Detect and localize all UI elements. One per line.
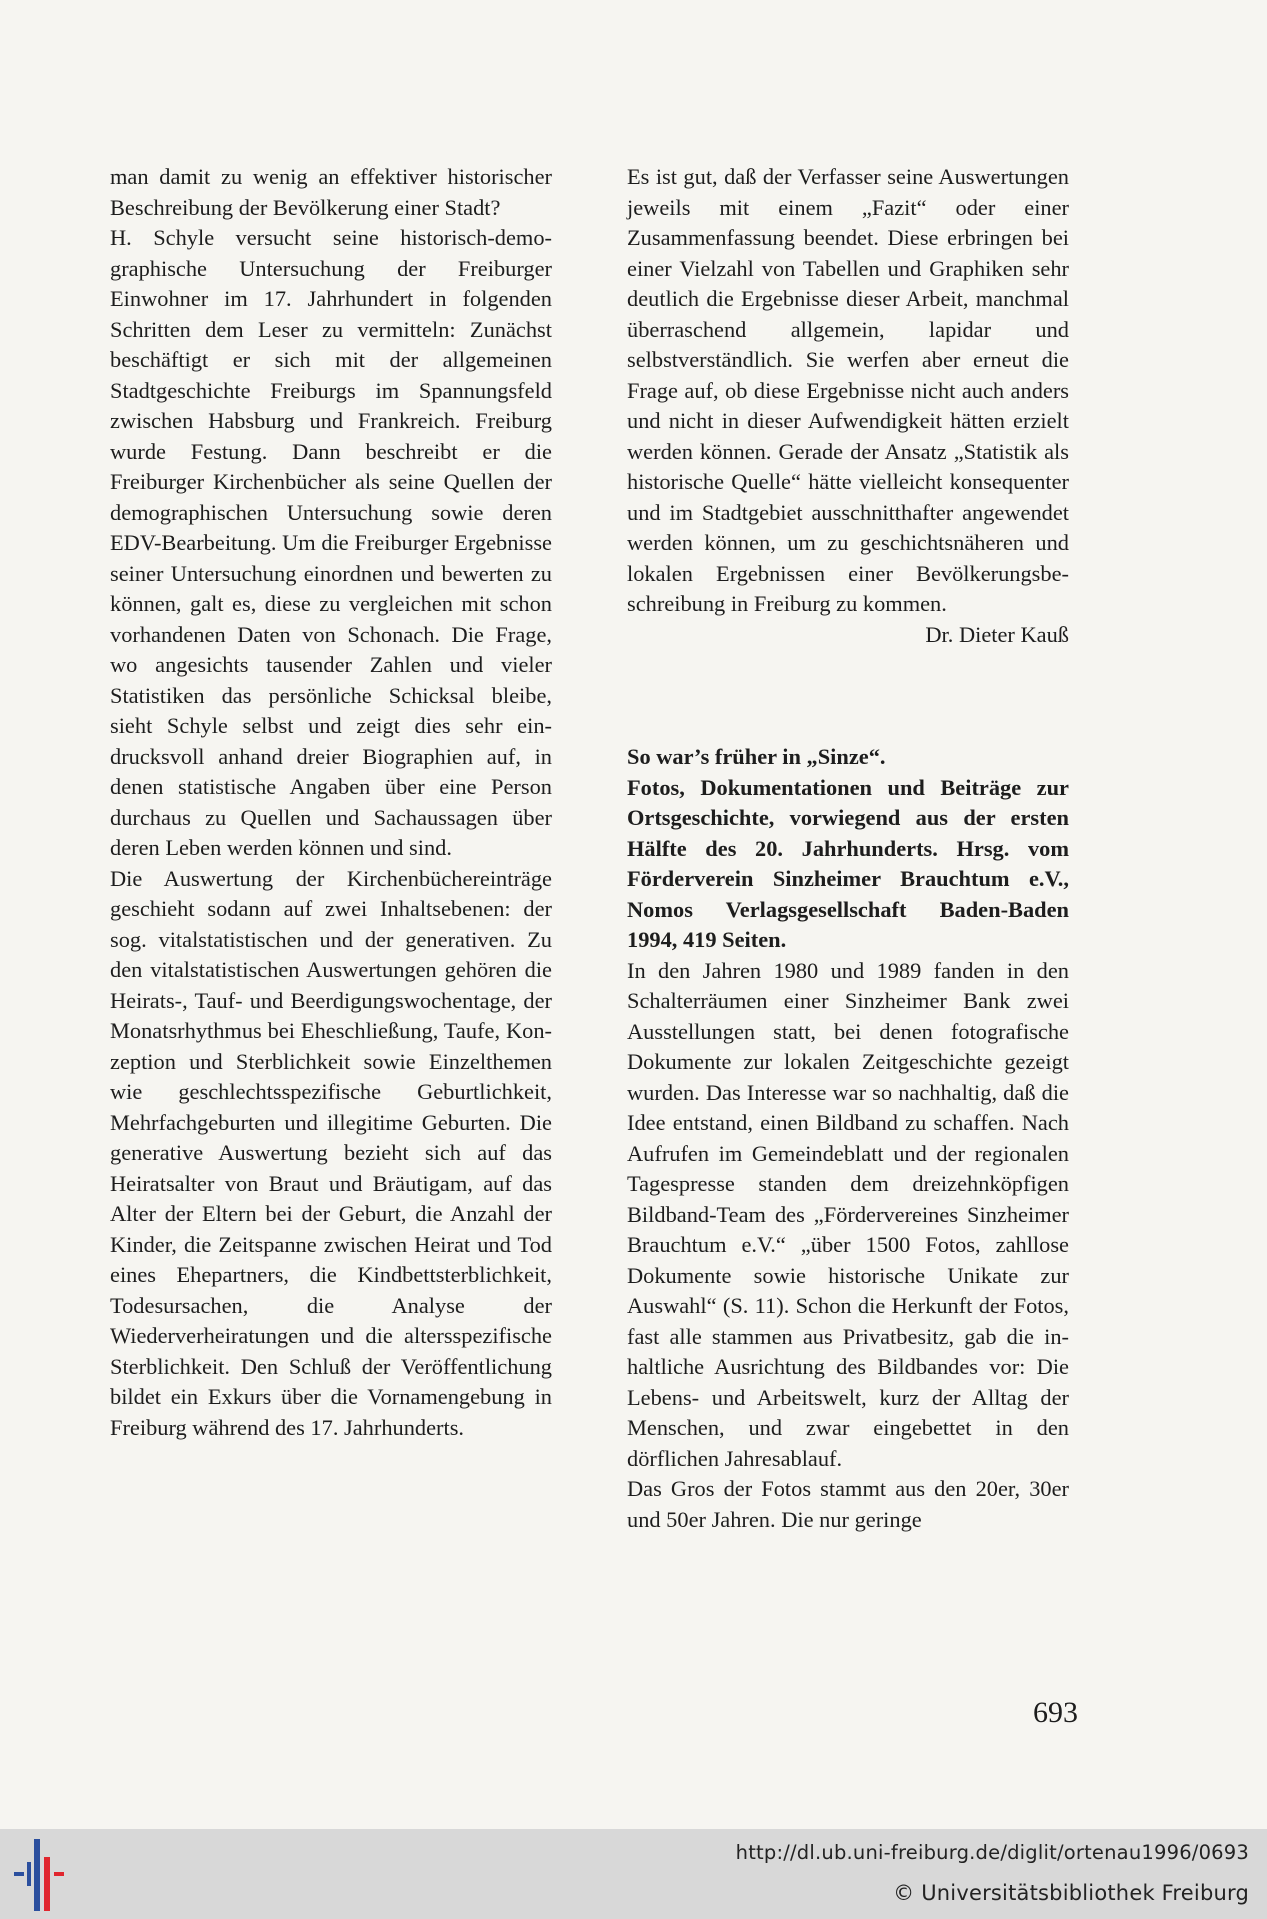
author-signature: Dr. Dieter Kauß bbox=[925, 621, 1069, 647]
footer-bar bbox=[0, 1829, 1267, 1919]
left-paragraph: Die Auswertung der Kirchenbüchereinträge geschieht sodann auf zwei Inhaltsebenen: der sog. vitalstatistischen und der generativen. Zu den vitalstatistischen Auswertungen gehören die Heirats-, Tauf- und Beerdigungswochentage, der Monatsrhythmus bei Eheschließung, Taufe, Konzeption und Sterblichkeit sowie Einzelthemen wie geschlechtsspezifische Geburtlichkeit, Mehrfachgeburten und illegitime Geburten. Die generative Auswertung bezieht sich auf das Heiratsalter von Braut und Bräutigam, auf das Alter der Eltern bei der Geburt, die Anzahl der Kinder, die Zeitspanne zwischen Heirat und Tod eines Ehepartners, die Kindbettsterblichkeit, Todesursachen, die Analyse der Wiederverheiratungen und die altersspezifische Sterblichkeit. Den Schluß der Veröffentlichung bildet ein Exkurs über die Vornamengebung in Freiburg während des 17. Jahrhunderts. bbox=[110, 865, 552, 1440]
right-column bbox=[627, 162, 1069, 1535]
section-spacer bbox=[627, 650, 1069, 742]
review-bibliographic-info: Fotos, Dokumentationen und Beiträge zur Ortsgeschichte, vorwiegend aus der ersten Hälfte des 20. Jahrhunderts. Hrsg. vom Förderverein Sinzheimer Brauchtum e.V., Nomos Verlagsgesellschaft Baden-Baden 1994, 419 Seiten. bbox=[627, 774, 1069, 952]
right-paragraph: In den Jahren 1980 und 1989 fanden in den Schalterräumen einer Sinzheimer Bank zwei Ausstellungen statt, bei denen fotografische Dokumente zur lokalen Zeitgeschichte gezeigt wurden. Das Interesse war so nachhaltig, daß die Idee entstand, einen Bildband zu schaffen. Nach Aufrufen im Gemeindeblatt und der regionalen Tagespresse standen dem dreizehnköpfigen Bildband-Team des „Fördervereines Sinzheimer Brauchtum e.V.“ „über 1500 Fotos, zahllose Dokumente sowie historische Unikate zur Auswahl“ (S. 11). Schon die Herkunft der Fotos, fast alle stammen aus Privatbesitz, gab die inhaltliche Ausrichtung des Bildbandes vor: Die Lebens- und Arbeitswelt, kurz der Alltag der Menschen, und zwar eingebettet in den dörflichen Jahresablauf. bbox=[627, 957, 1069, 1471]
ub-freiburg-logo-icon bbox=[0, 1829, 90, 1919]
left-paragraph: H. Schyle versucht seine historisch-demographische Untersuchung der Freiburger Einwohner im 17. Jahrhundert in folgenden Schritten dem Leser zu vermitteln: Zunächst beschäftigt er sich mit der allgemeinen Stadtgeschichte Freiburgs im Spannungsfeld zwischen Habsburg und Frankreich. Freiburg wurde Festung. Dann beschreibt er die Freiburger Kirchenbücher als seine Quellen der demographischen Untersuchung sowie deren EDV-Bearbeitung. Um die Freiburger Ergebnisse seiner Untersuchung einordnen und bewerten zu können, galt es, diese zu vergleichen mit schon vorhandenen Daten von Schonach. Die Frage, wo angesichts tausender Zahlen und vieler Statistiken das persönliche Schicksal bleibe, sieht Schyle selbst und zeigt dies sehr eindrucksvoll anhand dreier Biographien auf, in denen statistische Angaben über eine Person durchaus zu Quellen und Sachaussagen über deren Leben werden können und sind. bbox=[110, 225, 552, 860]
page-number: 693 bbox=[1033, 1696, 1078, 1729]
review-title: So war’s früher in „Sinze“. bbox=[627, 744, 886, 769]
right-paragraph: Das Gros der Fotos stammt aus den 20er, 30er und 50er Jahren. Die nur geringe bbox=[627, 1476, 1069, 1532]
copyright-notice: © Universitätsbibliothek Freiburg bbox=[893, 1881, 1249, 1905]
left-paragraph: man damit zu wenig an effektiver historischer Beschreibung der Bevölkerung einer Stadt? bbox=[110, 164, 552, 220]
right-paragraph: Es ist gut, daß der Verfasser seine Auswertungen jeweils mit einem „Fazit“ oder einer Zusammenfassung beendet. Diese erbringen bei einer Vielzahl von Tabellen und Graphiken sehr deutlich die Ergebnisse dieser Arbeit, manchmal überraschend allgemein, lapidar und selbstverständlich. Sie werfen aber erneut die Frage auf, ob diese Ergebnisse nicht auch anders und nicht in dieser Aufwendigkeit hätten erzielt werden können. Gerade der Ansatz „Statistik als historische Quelle“ hätte vielleicht konsequenter und im Stadtgebiet ausschnitthafter angewendet werden können, um zu geschichtsnäheren und lokalen Ergebnissen einer Bevölkerungsbeschreibung in Freiburg zu kommen. bbox=[627, 164, 1069, 616]
source-url-link[interactable]: http://dl.ub.uni-freiburg.de/diglit/ortenau1996/0693 bbox=[735, 1841, 1249, 1864]
left-column bbox=[110, 162, 552, 1443]
